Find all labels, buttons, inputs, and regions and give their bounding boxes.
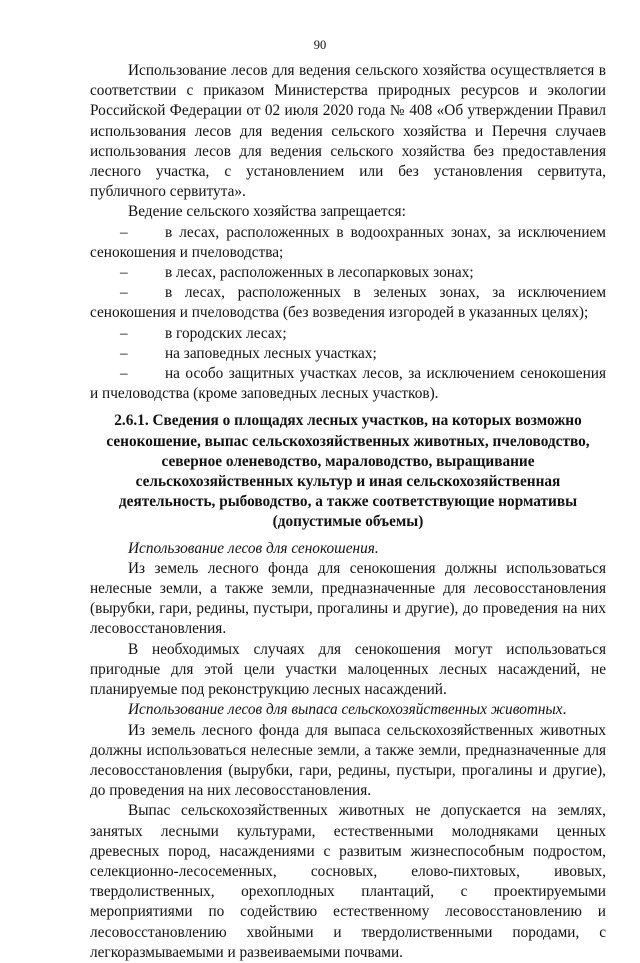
page-number: 90 <box>313 38 327 52</box>
haymaking-paragraph-1: Из земель лесного фонда для сенокошения должны использоваться нелесные земли, а также земли, предназначенные для лесовосстановления (вырубки, гари, редины, пустыри, прогалины и другие), до проведения на них лесовосстановления. <box>90 559 606 638</box>
grazing-title-end: . <box>562 701 567 719</box>
list-item-text: в лесах, расположенных в лесопарковых зонах; <box>165 264 474 282</box>
list-dash: – <box>120 344 128 362</box>
list-dash: – <box>120 223 128 241</box>
list-item <box>90 263 606 283</box>
list-dash: – <box>120 264 128 282</box>
list-item <box>90 324 606 344</box>
list-item <box>90 223 606 263</box>
list-item-text: на заповедных лесных участках; <box>165 344 377 362</box>
list-dash: – <box>120 365 128 383</box>
list-item-text: в городских лесах; <box>165 324 287 342</box>
grazing-paragraph-1: Из земель лесного фонда для выпаса сельскохозяйственных животных должны использоваться нелесные земли, а также земли, предназначенные для лесовосстановления (вырубки, гари, редины, пустыри, прогалины и другие), до проведения на них лесовосстановления. <box>90 721 606 800</box>
prohibited-list <box>90 223 606 405</box>
prohibited-intro: Ведение сельского хозяйства запрещается: <box>128 203 406 221</box>
haymaking-paragraph-2: В необходимых случаях для сенокошения могут использоваться пригодные для этой цели участки малоценных лесных насаждений, не планируемые под реконструкцию лесных насаждений. <box>90 640 606 699</box>
list-item <box>90 364 606 404</box>
list-dash: – <box>120 284 128 302</box>
grazing-paragraph-2: Выпас сельскохозяйственных животных не допускается на землях, занятых лесными культурами, естественными молодняками ценных древесных пород, насаждениями с развитым жизнеспособным подростом, селекционно-лесосеменных, сосновых, елово-пихтовых, ивовых, твердолиственных, орехоплодных плантаций, с проектируемыми мероприятиями по содействию естественному лесовосстановлению и лесовосстановлению хвойными и твердолиственными породами, с легкоразмываемыми и развеиваемыми почвами. <box>90 802 606 961</box>
list-item <box>90 283 606 323</box>
grazing-title-line <box>90 700 606 720</box>
document-body <box>90 61 606 963</box>
list-item <box>90 344 606 364</box>
grazing-title: Использование лесов для выпаса сельскохозяйственных животных <box>128 701 563 719</box>
section-heading: 2.6.1. Сведения о площадях лесных участков, на которых возможно сенокошение, выпас сельскохозяйственных животных, пчеловодство, северное оленеводство, мараловодство, выращивание сельскохозяйственных культур и иная сельскохозяйственная деятельность, рыбоводство, а также соответствующие нормативы (допустимые объемы) <box>106 412 590 531</box>
intro-paragraph: Использование лесов для ведения сельского хозяйства осуществляется в соответствии с приказом Министерства природных ресурсов и экологии Российской Федерации от 02 июля 2020 года № 408 «Об утверждении Правил использования лесов для ведения сельского хозяйства и Перечня случаев использования лесов для ведения сельского хозяйства без предоставления лесного участка, с установлением или без установления сервитута, публичного сервитута». <box>90 62 606 201</box>
list-dash: – <box>120 324 128 342</box>
list-item-text: в лесах, расположенных в водоохранных зонах, за исключением сенокошения и пчеловодства; <box>90 223 606 261</box>
list-item-text: на особо защитных участках лесов, за исключением сенокошения и пчеловодства (кроме заповедных лесных участков). <box>90 365 606 403</box>
list-item-text: в лесах, расположенных в зеленых зонах, за исключением сенокошения и пчеловодства (без возведения изгородей в указанных целях); <box>90 284 606 322</box>
haymaking-title: Использование лесов для сенокошения. <box>128 539 379 557</box>
